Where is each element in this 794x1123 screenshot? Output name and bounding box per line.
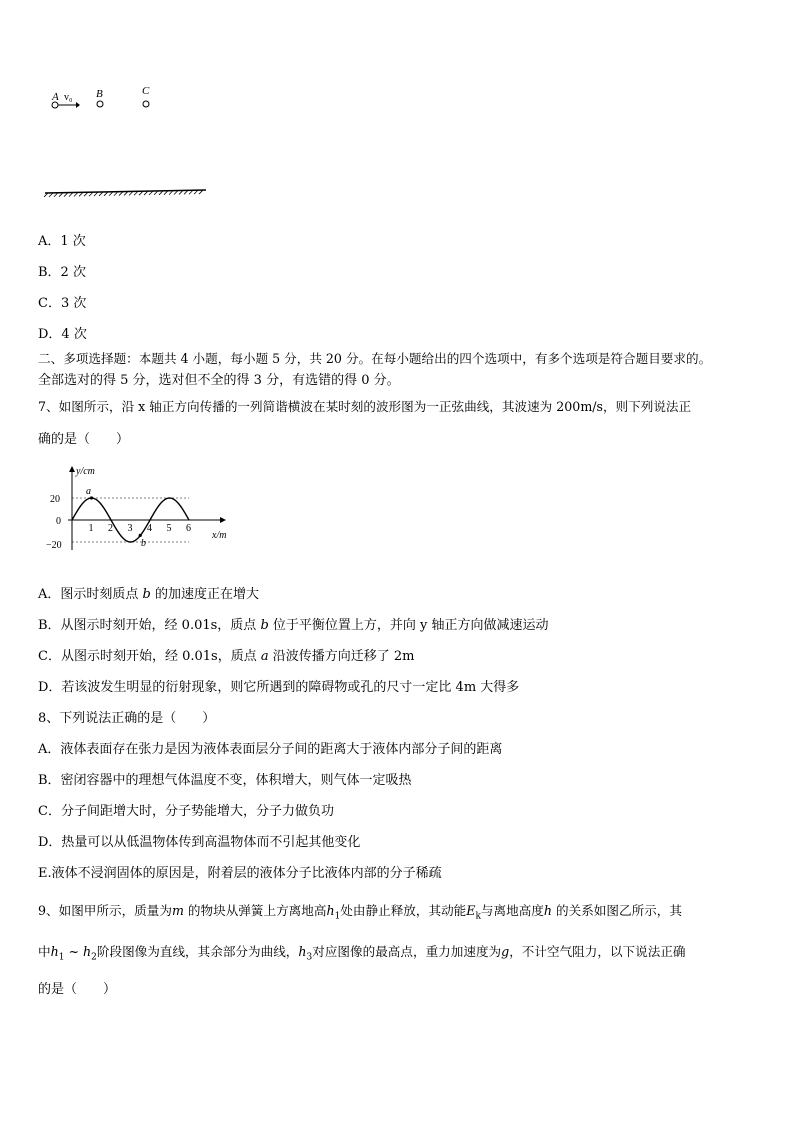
q7-stem-line1: 7、如图所示，沿 x 轴正方向传播的一列简谐横波在某时刻的波形图为一正弦曲线，其波速为 200m/s，则下列说法正 (38, 399, 692, 414)
q9-stem-line3: 的是（ ） (38, 982, 117, 997)
point-b-label: b (141, 538, 146, 549)
q6-option-a: A．1 次 (38, 234, 86, 249)
q7-stem-line2: 确的是（ ） (38, 432, 130, 447)
q7-option-c (38, 645, 414, 664)
q7-option-a-pre: A．图示时刻质点 (38, 587, 143, 602)
y-tick-neg20: −20 (46, 540, 62, 551)
q9-l2-tilde: ~ (64, 944, 84, 959)
x-tick-1: 1 (88, 523, 94, 534)
x-tick-5: 5 (166, 523, 172, 534)
q7-option-c-post: 沿波传播方向迁移了 2m (268, 649, 415, 664)
q9-l2-h1-sub: 1 (58, 952, 65, 963)
q9-l2-h2: h (83, 944, 92, 959)
q8-option-b: B．密闭容器中的理想气体温度不变，体积增大，则气体一定吸热 (38, 773, 412, 788)
wave-chart (40, 460, 250, 560)
q8-option-a: A．液体表面存在张力是因为液体表面层分子间的距离大于液体内部分子间的距离 (38, 742, 503, 757)
q8-option-d: D．热量可以从低温物体传到高温物体而不引起其他变化 (38, 835, 361, 850)
label-c: C (142, 85, 150, 97)
section2-instructions-line2: 全部选对的得 5 分，选对但不全的得 3 分，有选错的得 0 分。 (38, 373, 400, 388)
q7-option-d: D．若该波发生明显的衍射现象，则它所遇到的障碍物或孔的尺寸一定比 4m 大得多 (38, 680, 520, 695)
q7-option-c-pre: C．从图示时刻开始，经 0.01s，质点 (38, 649, 261, 664)
q9-stem-line2 (38, 941, 686, 963)
q7-option-a-post: 的加速度正在增大 (150, 587, 259, 602)
q7-option-c-var: a (260, 649, 269, 664)
q9-var-h1: h (326, 903, 335, 918)
q9-l2-a: 中 (38, 944, 51, 959)
label-a: A (52, 91, 59, 103)
q9-l2-h2-sub: 2 (91, 952, 97, 963)
q6-option-b: B．2 次 (38, 265, 86, 280)
wave-axes (68, 466, 226, 550)
x-tick-6: 6 (186, 523, 191, 534)
q9-var-m: m (171, 903, 184, 918)
y-tick-20: 20 (50, 494, 60, 505)
q9-var-ek: E (466, 903, 476, 918)
q9-l1-e: 的关系如图乙所示，其 (552, 903, 682, 918)
q9-var-h: h (543, 903, 553, 918)
q9-l2-g: g (501, 944, 510, 959)
x-tick-4: 4 (147, 523, 152, 534)
q7-option-b-var: b (260, 618, 269, 633)
y-axis-arrow (69, 466, 75, 472)
q9-l2-h1: h (50, 944, 59, 959)
q9-l1-d: 与离地高度 (480, 903, 544, 918)
label-b: B (96, 88, 103, 100)
ball-b (97, 101, 103, 107)
q9-l2-b: 阶段图像为直线，其余部分为曲线， (96, 944, 299, 959)
q9-l1-b: 的物块从弹簧上方离地高 (183, 903, 327, 918)
q8-stem: 8、下列说法正确的是（ ） (38, 711, 216, 726)
q6-option-d: D．4 次 (38, 327, 87, 342)
x-axis-arrow (220, 517, 226, 523)
q9-l1-c: 处由静止释放，其动能 (340, 903, 467, 918)
q7-option-b-post: 位于平衡位置上方，并向 y 轴正方向做减速运动 (268, 618, 549, 633)
ball-c (143, 101, 149, 107)
q9-l2-h3-sub: 3 (306, 952, 313, 963)
q7-option-b (38, 614, 549, 633)
q8-option-c: C．分子间距增大时，分子势能增大，分子力做负功 (38, 804, 334, 819)
y-tick-0: 0 (56, 516, 61, 527)
q8-option-e: E.液体不浸润固体的原因是，附着层的液体分子比液体内部的分子稀疏 (38, 866, 442, 881)
y-axis-label: y/cm (76, 466, 95, 477)
wave-series (72, 496, 189, 542)
q7-option-a (38, 583, 259, 602)
arrow-head (76, 102, 80, 108)
q6-option-c: C．3 次 (38, 296, 87, 311)
motion-figure (40, 80, 220, 210)
q9-l2-h3: h (298, 944, 307, 959)
point-b (139, 534, 142, 537)
q7-option-a-var: b (142, 587, 151, 602)
q9-stem-line1 (38, 900, 682, 922)
label-v0: v₀ (64, 92, 73, 103)
q9-l2-c: 对应图像的最高点，重力加速度为 (312, 944, 502, 959)
x-tick-2: 2 (108, 523, 113, 534)
x-axis-label: x/m (212, 530, 227, 541)
q9-var-ek-sub: k (475, 911, 481, 922)
q9-l2-d: ，不计空气阻力，以下说法正确 (509, 944, 686, 959)
section2-instructions-line1: 二、多项选择题：本题共 4 小题，每小题 5 分，共 20 分。在每小题给出的四个选项中，有多个选项是符合题目要求的。 (38, 351, 712, 366)
q7-option-b-pre: B．从图示时刻开始，经 0.01s，质点 (38, 618, 261, 633)
point-a-label: a (86, 486, 91, 497)
q9-var-h1-sub: 1 (334, 911, 341, 922)
x-tick-3: 3 (127, 523, 133, 534)
q9-l1-a: 9、如图甲所示，质量为 (38, 903, 172, 918)
